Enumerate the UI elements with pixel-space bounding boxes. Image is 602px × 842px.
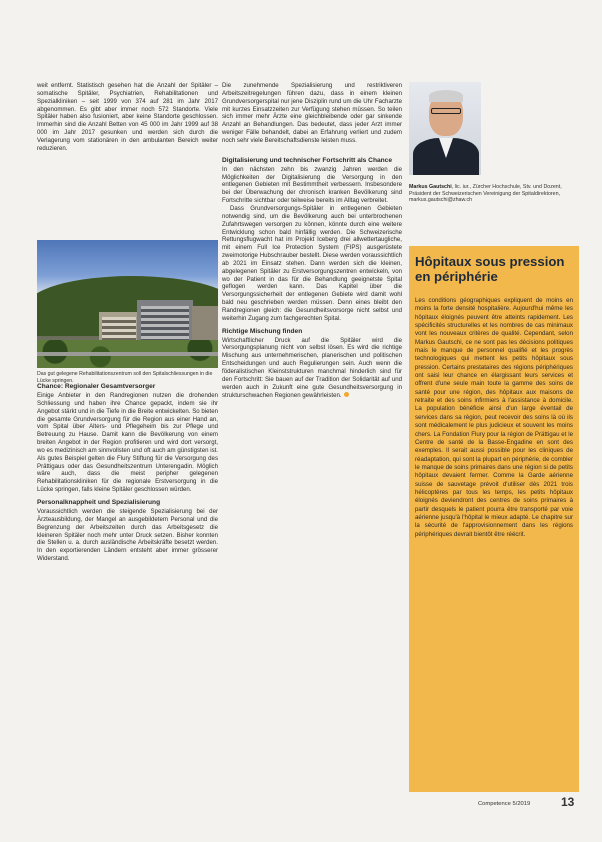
section-title-digital: Digitalisierung und technischer Fortschritt als Chance: [222, 156, 393, 164]
section-text-regional: Einige Anbieter in den Randregionen nutzen die drohenden Schliessung und haben ihre Chance gepackt, indem sie ihr Angebot stärkt und in die Tiefe in die Breite entwickelten. So bieten die gesamte Grundversorgung für die Region aus einer Hand an, vom Spital über Alters- und Pflegeheim bis zur Pflege und Betreuung zu Hause. Damit kann die Bevölkerung von einem breiten Angebot in der Region profitieren und wird dort versorgt, wo es medizinisch am sinnvollsten und oft auch am günstigsten ist. Als gutes Beispiel gelten die Flury Stiftung für die Versorgung des Prättigaus oder das Gesundheitszentrum Unterengadin. Möglich wäre auch, dass die meist peripher gelegenen Rehabilitationskliniken für die regionale Erstversorgung in die Lücke springen, falls kleine Spitäler geschlossen würden.: [37, 392, 218, 494]
author-portrait: [409, 82, 481, 175]
section-text-digital-b: Dass Grundversorgungs-Spitäler in entlegenen Gebieten notwendig sind, um die Bevölkerung auch bei unterbrochenen Zufahrtswegen versorgen zu können, könnte durch eine weitere Entwicklung schon bald hinfällig werden. Die Schweizerische Rettungsflugwacht hat im Projekt Iceberg drei allwettertaugliche, mit einem Full Ice Protection System (FIPS) ausgerüstete zweimotorige Hubschrauber bestellt. Diese werden voraussichtlich ab 2021 im Einsatz stehen. Dann werden sich die kleinen, abgelegenen Spitäler zu Erstversorgungszentren entwickeln, von wo der Patient in das für die Behandlung geeignetste Spital geflogen werden kann. Das Kapitel über die Versorgungssicherheit der entlegenen Gebiete wird damit wohl bald neu geschrieben werden müssen. Denn eines bleibt den Randregionen gleich: die Gesundheitsvorsorge nicht selbst und weiterhin Zugang zum fachgerechten Spital.: [222, 204, 402, 322]
section-text-mix: Wirtschaftlicher Druck auf die Spitäler wird die Versorgungsplanung nicht von selbst lösen. Es wird die richtige Mischung aus unternehmerischen, planerischen und politischen Entscheidungen und auch Regulierungen sein. Auch wenn die föderalistischen Kleinststrukturen manchmal hinderlich sind für den Fortschritt: Sie bauen auf der Tradition der Solidarität auf und werden auch in Zukunft eine gute Gesundheitsversorgung in strukturschwachen Regionen gewährleisten.: [222, 336, 402, 399]
author-description: , lic. iur., Zürcher Hochschule, Stv. und Dozent, Präsident der Schweizerischen Vereinigung der Spitaldirektoren,: [409, 184, 562, 197]
col2-intro: Die zunehmende Spezialisierung und restriktiveren Arbeitszeitregelungen führen dazu, dass in einem kleinen Grundversorgerspital nur jene Disziplin rund um die Uhr Facharzte mit kurzes Einsatzzeiten zur Verfügung stehen müssen. So teilen sich immer mehr Ärzte eine gleichbleibende oder gar sinkende Anzahl an Behandlungen. Das bedeutet, dass jeder Arzt immer weniger Fälle behandelt, dabei an Erfahrung verliert und zudem noch sehr viele Bereitschaftsdienste leisten muss.: [222, 82, 402, 144]
summary-text: Les conditions géographiques expliquent de moins en moins la forte densité hospitalière. Aujourd'hui même les hôpitaux éloignés peuvent être atteints rapidement. Les spécificités structurelles et les nombres de cas minimaux vont les nouveaux critères de qualité. Cependant, selon Markus Gautschi, ce ne sont pas les décisions politiques mais le manque de personnel qualifié et les progrès technologiques qui mettent les petits hôpitaux sous pression. Certains prestataires des régions périphériques ont saisi leur chance en élargissant leurs services et offrent d'une seule main toute la gamme des soins de santé pour une région, des hôpitaux aux maisons de retraite et des soins infirmiers à l'assistance à domicile. La population bénéficie ainsi d'un large éventail de services dans sa région, peut recevoir des soins là où ils sont médicalement le plus judicieux et souvent les moins chers. La Fondation Flury pour la région de Prättigau et le Centre de santé de la Basse-Engadine en sont des exemples. Il serait aussi possible pour les cliniques de réadaptation, qui sont la plupart en périphérie, de combler le manque de soins primaires dans une région si de petits hôpitaux devaient fermer. Comme la Garde aérienne suisse de sauvetage prévoit d'utiliser dès 2021 trois hélicoptères par tous les temps, les petits hôpitaux éloignés deviendront des centres de soins primaires à partir desquels le patient pourra être transporté par voie aérienne jusqu'à l'hôpital le mieux adapté. Le chapitre sur la sécurité de l'approvisionnement dans les régions périphériques devrait bientôt être réécrit.: [415, 297, 573, 538]
article-column-1-lower: [37, 381, 218, 563]
section-text-digital-a: In den nächsten zehn bis zwanzig Jahren werden die Möglichkeiten der Digitalisierung die Versorgung in den entlegenen Gebieten mit Bestimmtheit verbessern. Insbesondere bei der Überwachung der chronisch kranken Bevölkerung sind Fortschritte sichtbar oder teilweise bereits im Alltag verbreitet.: [222, 165, 402, 205]
rehab-center-photo: [37, 240, 218, 368]
section-title-personnel: Personalknappheit und Spezialisierung: [37, 498, 161, 506]
author-name: Markus Gautschi: [409, 184, 452, 190]
photo-caption: Das gut gelegene Rehabilitationszentrum soll den Spitalschliessungen in die Lücke springen.: [37, 371, 213, 384]
article-column-2: [222, 82, 402, 399]
summary-title: Hôpitaux sous pression en périphérie: [415, 254, 565, 284]
article-column-1: [37, 82, 218, 153]
end-marker-icon: [344, 392, 349, 397]
author-bio: [409, 184, 579, 204]
publication-footer: Competence 5/2019: [478, 801, 531, 807]
author-email[interactable]: markus.gautschi@zhaw.ch: [409, 197, 473, 204]
french-summary-box: [409, 246, 579, 792]
section-text-personnel: Voraussichtlich werden die steigende Spezialisierung bei der Ärzteausbildung, der Mangel an ausgebildetem Personal und die Begrenzung der Arbeitszeiten durch das Arbeitsgesetz die kleineren Spitäler noch mehr unter Druck setzen. Bisher konnten die Stellen u. a. durch ausländische Arbeitskräfte besetzt werden. In den exportierenden Ländern entsteht aber immer grösserer Widerstand.: [37, 507, 218, 563]
section-title-regional: Chance: Regionaler Gesamtversorger: [37, 383, 156, 390]
page-number: 13: [561, 795, 575, 809]
col1-intro: weit entfernt. Statistisch gesehen hat die Anzahl der Spitäler – somatische Spitäler, Psychiatrien, Rehabilitationen und Spezialkliniken – seit 1999 von 374 auf 281 im Jahr 2017 abgenommen. Es gibt aber immer noch 572 Standorte. Viele Spitäler haben also fusioniert, aber keine Standorte geschlossen. Immerhin sind die Anzahl Betten von 45 000 im Jahr 1999 auf 38 000 im Jahr 2017 gesunken und werden sich durch die Verlagerung vom stationären in den ambulanten Bereich weiter reduzieren.: [37, 82, 218, 152]
section-title-mix: Richtige Mischung finden: [222, 327, 303, 335]
